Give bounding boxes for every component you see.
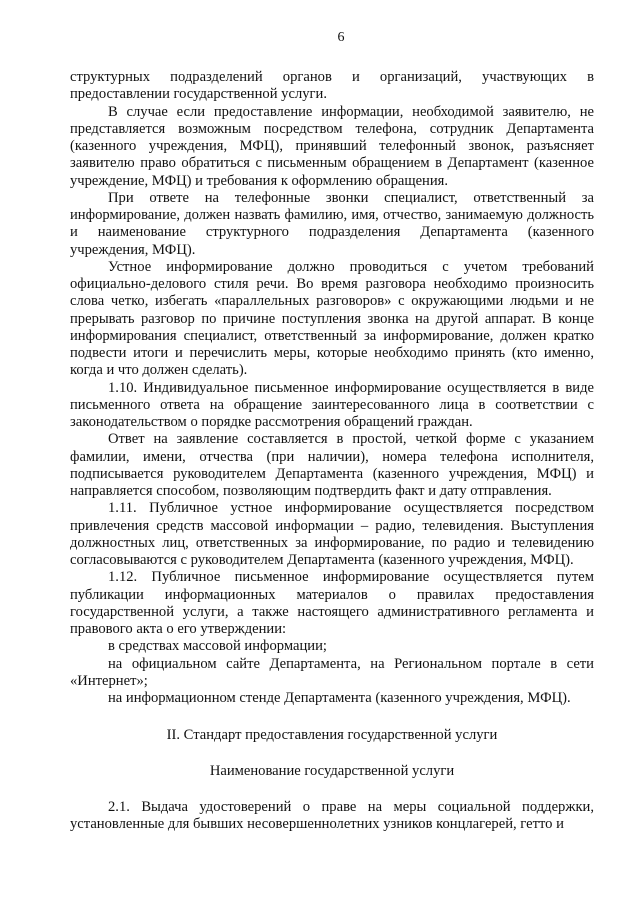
paragraph-phone-unavailable: В случае если предоставление информации, необходимой заявителю, не представляется возможным посредством телефона, сотрудник Департамента (казенного учреждения, МФЦ), принявший телефонный звонок, разъясняет заявителю право обратиться с письменным обращением в Департамент (казенное учреждение, МФЦ) и требования к оформлению обращения. (70, 103, 594, 189)
list-item-website: на официальном сайте Департамента, на Региональном портале в сети «Интернет»; (70, 655, 594, 689)
paragraph-oral-style: Устное информирование должно проводиться с учетом требований официально-делового стиля речи. Во время разговора необходимо произносить слова четко, избегать «параллельных разговоров» с окружающими людьми и не прерывать разговор по причине поступления звонка на другой аппарат. В конце информирования специалист, ответственный за информирование, должен кратко подвести итоги и перечислить меры, которые необходимо принять (кто именно, когда и что должен сделать). (70, 258, 594, 379)
page-number: 6 (337, 30, 345, 45)
sub-heading: Наименование государственной услуги (209, 762, 455, 779)
section-heading: II. Стандарт предоставления государственной услуги (166, 727, 498, 744)
paragraph-2-1: 2.1. Выдача удостоверений о праве на меры социальной поддержки, установленные для бывших несовершеннолетних узников концлагерей, гетто и (70, 798, 594, 832)
document-body (70, 69, 594, 833)
paragraph-response-form: Ответ на заявление составляется в простой, четкой форме с указанием фамилии, имени, отчества (при наличии), номера телефона исполнителя, подписывается руководителем Департамента (казенного учреждения, МФЦ) и направляется способом, позволяющим подтвердить факт и дату отправления. (70, 431, 594, 499)
paragraph-1-11: 1.11. Публичное устное информирование осуществляется посредством привлечения средств массовой информации – радио, телевидения. Выступления должностных лиц, ответственных за информирование, по радио и телевидению согласовываются с руководителем Департамента (казенного учреждения, МФЦ). (70, 500, 594, 568)
paragraph-1-10: 1.10. Индивидуальное письменное информирование осуществляется в виде письменного ответа на обращение заинтересованного лица в соответствии с законодательством о порядке рассмотрения обращений граждан. (70, 379, 594, 430)
paragraph-1-12: 1.12. Публичное письменное информирование осуществляется путем публикации информационных материалов о правилах предоставления государственной услуги, а также настоящего административного регламента и правового акта о его утверждении: (70, 569, 594, 637)
paragraph-continuation: структурных подразделений органов и организаций, участвующих в предоставлении государственной услуги. (70, 69, 594, 103)
paragraph-phone-answer: При ответе на телефонные звонки специалист, ответственный за информирование, должен назвать фамилию, имя, отчество, занимаемую должность и наименование структурного подразделения Департамента (казенного учреждения, МФЦ). (70, 189, 594, 258)
list-item-stand: на информационном стенде Департамента (казенного учреждения, МФЦ). (108, 690, 571, 706)
list-item-media: в средствах массовой информации; (108, 638, 327, 655)
